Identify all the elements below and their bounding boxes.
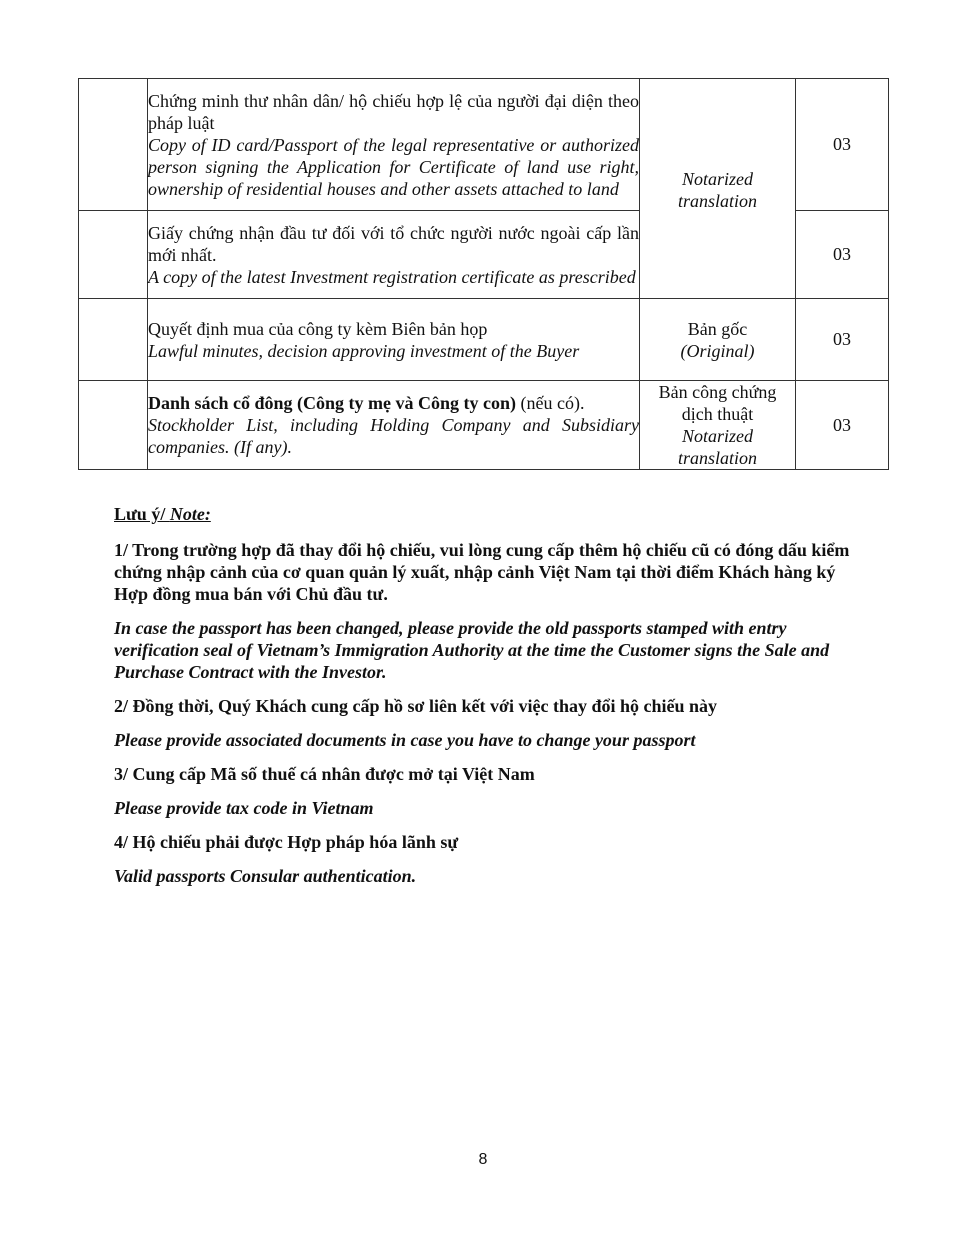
note-1-vn: 1/ Trong trường hợp đã thay đổi hộ chiếu, vui lòng cung cấp thêm hộ chiếu cũ có đóng dấu kiểm chứng nhập cảnh của cơ quan quản lý xuất, nhập cảnh Việt Nam tại thời điểm Khách hàng ký Hợp đồng mua bán với Chủ đầu tư. (114, 540, 850, 604)
description-vn: Quyết định mua của công ty kèm Biên bản họp (148, 318, 488, 339)
index-cell (79, 211, 148, 299)
description-en: A copy of the latest Investment registration certificate as prescribed (148, 266, 636, 287)
index-cell (79, 79, 148, 211)
note-3-en: Please provide tax code in Vietnam (114, 798, 374, 818)
note-2-vn: 2/ Đồng thời, Quý Khách cung cấp hồ sơ liên kết với việc thay đổi hộ chiếu này (114, 696, 717, 716)
description-en: Lawful minutes, decision approving investment of the Buyer (148, 340, 580, 361)
quantity-cell: 03 (796, 381, 889, 470)
quantity-cell: 03 (796, 79, 889, 211)
notes-heading-vn: Lưu ý/ (114, 504, 170, 524)
form-en: Notarized translation (677, 168, 757, 211)
description-vn-rest: (nếu có). (516, 393, 585, 413)
description-vn: Giấy chứng nhận đầu tư đối với tổ chức người nước ngoài cấp lần mới nhất. (148, 222, 639, 265)
description-cell (148, 79, 640, 211)
note-3-vn: 3/ Cung cấp Mã số thuế cá nhân được mở tại Việt Nam (114, 764, 535, 784)
description-en: Copy of ID card/Passport of the legal representative or authorized person signing the Application for Certificate of land use right, ownership of residential houses and other assets attached to land (148, 134, 639, 199)
description-cell (148, 381, 640, 470)
description-vn (148, 392, 639, 414)
quantity-cell: 03 (796, 299, 889, 381)
note-1-en: In case the passport has been changed, please provide the old passports stamped with entry verification seal of Vietnam’s Immigration Authority at the time the Customer signs the Sale and Purchase Contract with the Investor. (114, 618, 830, 682)
quantity-cell: 03 (796, 211, 889, 299)
index-cell (79, 381, 148, 470)
description-en: Stockholder List, including Holding Company and Subsidiary companies. (If any). (148, 415, 639, 457)
table-row (79, 79, 889, 211)
description-vn-bold: Danh sách cổ đông (Công ty mẹ và Công ty con) (148, 393, 517, 413)
note-4-en: Valid passports Consular authentication. (114, 866, 417, 886)
note-4-vn: 4/ Hộ chiếu phải được Hợp pháp hóa lãnh sự (114, 832, 459, 852)
note-2-en: Please provide associated documents in case you have to change your passport (114, 730, 696, 750)
description-cell (148, 211, 640, 299)
form-en: Notarized translation (677, 426, 757, 468)
form-cell (640, 381, 796, 470)
form-vn: Bản công chứng dịch thuật (658, 382, 777, 424)
description-cell (148, 299, 640, 381)
form-cell (640, 299, 796, 381)
notes-heading (114, 503, 854, 525)
documents-table (78, 78, 889, 470)
notes-heading-en: Note: (169, 504, 211, 524)
form-vn: Bản gốc (687, 318, 748, 339)
description-vn: Chứng minh thư nhân dân/ hộ chiếu hợp lệ của người đại diện theo pháp luật (148, 90, 639, 133)
form-cell (640, 79, 796, 299)
table-row (79, 381, 889, 470)
index-cell (79, 299, 148, 381)
page-number: 8 (478, 1151, 488, 1168)
form-en: (Original) (680, 340, 755, 361)
notes-section (114, 503, 854, 887)
table-row (79, 299, 889, 381)
